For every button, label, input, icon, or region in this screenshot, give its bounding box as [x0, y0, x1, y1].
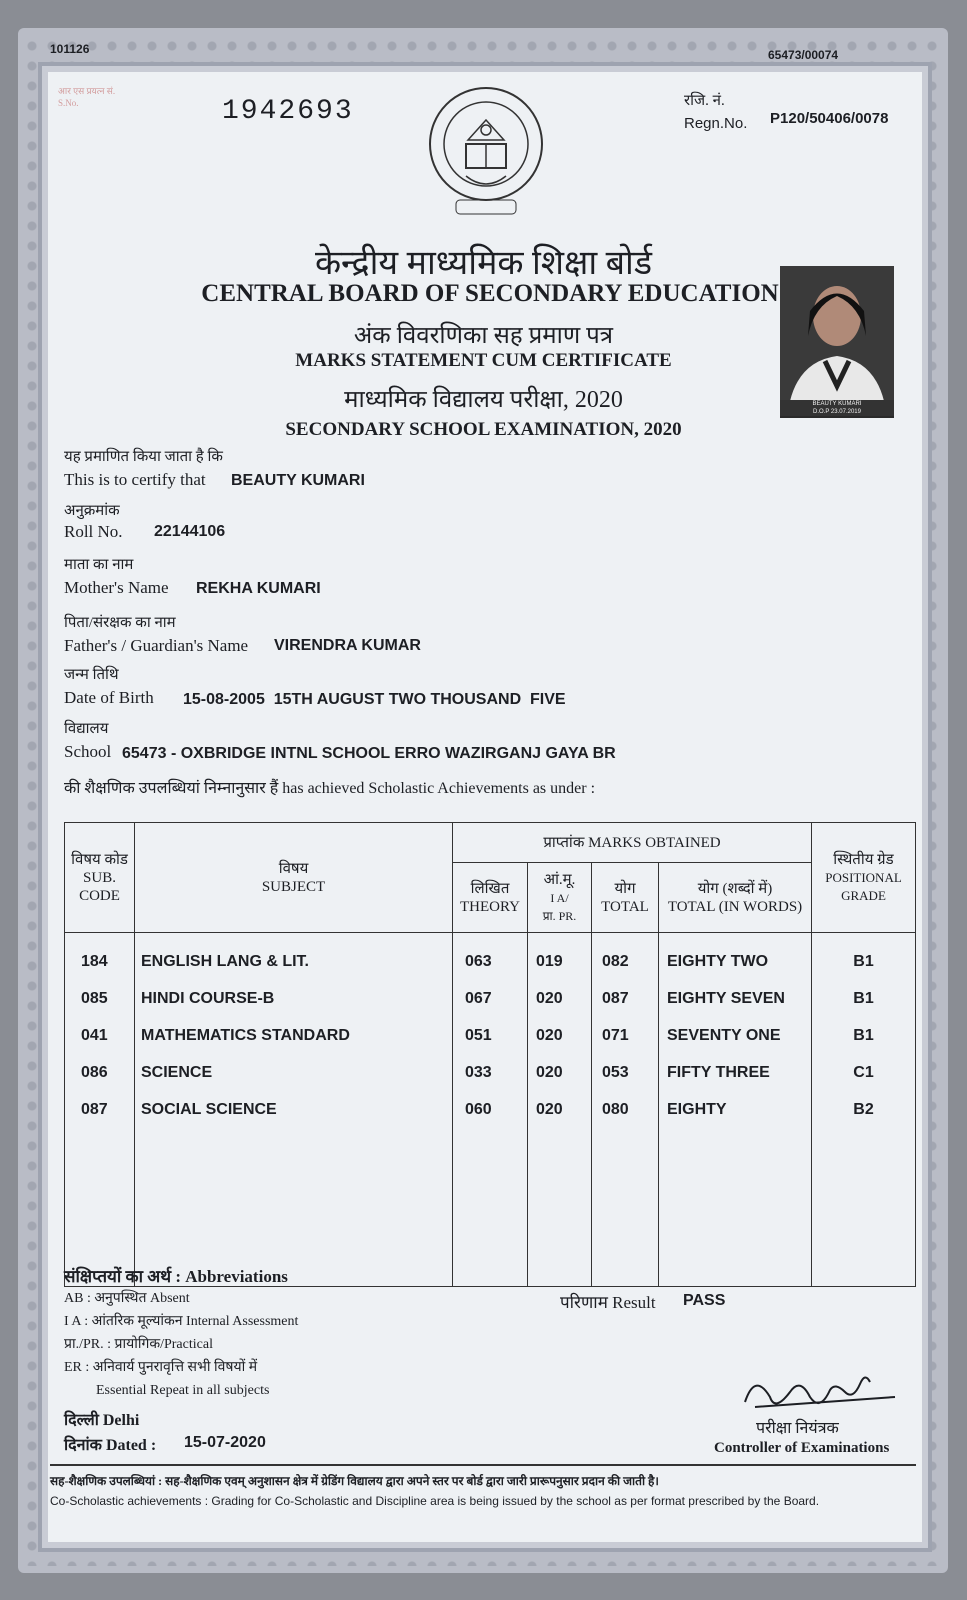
header-ia-hi: आं.मू. [543, 871, 576, 888]
subject-code: 041 [81, 1027, 108, 1044]
theory-marks: 060 [465, 1101, 492, 1118]
col-codes [65, 933, 135, 1287]
student-portrait-icon [780, 266, 894, 401]
subject-name: SOCIAL SCIENCE [141, 1101, 277, 1118]
signature-icon [735, 1362, 905, 1422]
top-right-code: 65473/00074 [768, 48, 839, 62]
dob-label-hi: जन्म तिथि [64, 667, 119, 683]
total-marks: 053 [602, 1064, 629, 1081]
positional-grade: C1 [853, 1064, 874, 1081]
header-marks-obtained: प्राप्तांक MARKS OBTAINED [453, 823, 812, 863]
controller-title-hi: परीक्षा नियंत्रक [756, 1420, 839, 1437]
abbr-internal-assessment: I A : आंतरिक मूल्यांकन Internal Assessment [64, 1314, 299, 1329]
header-theory-en: THEORY [460, 898, 520, 915]
roll-label-en: Roll No. [64, 522, 123, 541]
regn-label-hi: रजि. नं. [684, 93, 725, 109]
abbr-absent: AB : अनुपस्थित Absent [64, 1291, 190, 1306]
subject-name: SCIENCE [141, 1064, 213, 1081]
exam-title-en: SECONDARY SCHOOL EXAMINATION, 2020 [285, 419, 682, 440]
total-marks: 080 [602, 1101, 629, 1118]
theory-marks: 067 [465, 990, 492, 1007]
positional-grade: B2 [853, 1101, 874, 1118]
header-total-hi: योग [614, 880, 636, 897]
theory-marks: 033 [465, 1064, 492, 1081]
result-label: परिणाम Result [560, 1293, 656, 1312]
positional-grade: B1 [853, 953, 874, 970]
controller-title-en: Controller of Examinations [714, 1440, 890, 1456]
dated-label: दिनांक Dated : [64, 1437, 157, 1454]
theory-marks: 051 [465, 1027, 492, 1044]
top-left-code: 101126 [50, 42, 90, 56]
header-words-hi: योग (शब्दों में) [697, 880, 773, 897]
footer-divider [50, 1464, 916, 1466]
board-name-hi: केन्द्रीय माध्यमिक शिक्षा बोर्ड [314, 245, 653, 282]
abbr-practical: प्रा./PR. : प्रायोगिक/Practical [64, 1337, 213, 1352]
marks-table [64, 822, 916, 1287]
subject-name: ENGLISH LANG & LIT. [141, 953, 309, 970]
issue-date: 15-07-2020 [184, 1434, 266, 1451]
dob-label-en: Date of Birth [64, 688, 154, 707]
regn-number: P120/50406/0078 [770, 110, 889, 127]
date-of-birth: 15-08-2005 15TH AUGUST TWO THOUSAND FIVE [183, 691, 566, 708]
father-label-en: Father's / Guardian's Name [64, 636, 249, 655]
header-subject-hi: विषय [278, 860, 309, 877]
total-in-words: SEVENTY ONE [667, 1027, 781, 1044]
subject-code: 085 [81, 990, 108, 1007]
school-label-en: School [64, 742, 112, 761]
total-in-words: EIGHTY TWO [667, 953, 769, 970]
photo-caption: BEAUTY KUMARI D.O.P 23.07.2019 [780, 400, 894, 416]
header-total-words [659, 863, 812, 933]
abbreviations-title: संक्षिप्तयों का अर्थ : Abbreviations [64, 1267, 288, 1286]
board-name-en: CENTRAL BOARD OF SECONDARY EDUCATION [201, 280, 779, 307]
ia-marks: 020 [536, 1064, 563, 1081]
roll-label-hi: अनुक्रमांक [64, 503, 120, 519]
regn-label-en: Regn.No. [684, 115, 748, 132]
header-grade-en: POSITIONAL GRADE [825, 869, 902, 903]
certify-intro-hi: यह प्रमाणित किया जाता है कि [64, 449, 223, 465]
subject-name: MATHEMATICS STANDARD [141, 1027, 350, 1044]
student-name: BEAUTY KUMARI [231, 472, 365, 489]
ia-marks: 020 [536, 1027, 563, 1044]
total-marks: 082 [602, 953, 629, 970]
ia-marks: 020 [536, 990, 563, 1007]
school-name: 65473 - OXBRIDGE INTNL SCHOOL ERRO WAZIRGANJ GAYA BR [122, 745, 616, 762]
document-title-en: MARKS STATEMENT CUM CERTIFICATE [295, 350, 672, 371]
header-theory-hi: लिखित [470, 880, 510, 897]
header-total-en: TOTAL [601, 898, 649, 915]
father-name: VIRENDRA KUMAR [274, 637, 421, 654]
col-grade [812, 933, 916, 1287]
result-value: PASS [683, 1292, 726, 1309]
mother-label-en: Mother's Name [64, 578, 169, 597]
document-title-hi: अंक विवरणिका सह प्रमाण पत्र [353, 323, 614, 349]
header-ia [528, 863, 592, 933]
header-subject-en: SUBJECT [261, 878, 326, 895]
total-in-words: FIFTY THREE [667, 1064, 770, 1081]
col-theory [453, 933, 528, 1287]
header-sub-code-hi: विषय कोड [71, 851, 128, 868]
ia-marks: 019 [536, 953, 563, 970]
red-stamp: आर एस प्रयत्न सं. S.No. [58, 86, 116, 108]
cbse-emblem-icon [426, 82, 546, 222]
subject-name: HINDI COURSE-B [141, 990, 275, 1007]
col-ia [528, 933, 592, 1287]
place: दिल्ली Delhi [64, 1412, 140, 1429]
subject-code: 184 [81, 953, 108, 970]
student-photo [780, 266, 894, 418]
header-subject [135, 823, 453, 933]
total-in-words: EIGHTY SEVEN [667, 990, 785, 1007]
header-sub-code-en: SUB. CODE [79, 869, 120, 904]
father-label-hi: पिता/संरक्षक का नाम [64, 615, 176, 631]
positional-grade: B1 [853, 1027, 874, 1044]
total-in-words: EIGHTY [667, 1101, 727, 1118]
col-total [592, 933, 659, 1287]
subject-code: 087 [81, 1101, 108, 1118]
header-grade-hi: स्थितीय ग्रेड [833, 851, 894, 868]
roll-number: 22144106 [154, 523, 226, 540]
col-words [659, 933, 812, 1287]
theory-marks: 063 [465, 953, 492, 970]
header-sub-code [65, 823, 135, 933]
header-words-en: TOTAL (IN WORDS) [667, 898, 803, 915]
total-marks: 071 [602, 1027, 629, 1044]
abbr-essential-repeat-en: Essential Repeat in all subjects [96, 1383, 270, 1398]
serial-number: 1942693 [222, 96, 354, 127]
footer-note-en: Co-Scholastic achievements : Grading for Co-Scholastic and Discipline area is being issued by the school as per format prescribed by the Board. [50, 1494, 820, 1508]
exam-title-hi: माध्यमिक विद्यालय परीक्षा, 2020 [344, 387, 623, 413]
ia-marks: 020 [536, 1101, 563, 1118]
positional-grade: B1 [853, 990, 874, 1007]
header-total [592, 863, 659, 933]
mother-label-hi: माता का नाम [64, 557, 134, 573]
header-grade [812, 823, 916, 933]
abbr-essential-repeat: ER : अनिवार्य पुनरावृत्ति सभी विषयों में [64, 1360, 258, 1375]
achievements-intro: की शैक्षणिक उपलब्धियां निम्नानुसार हैं has achieved Scholastic Achievements as under : [64, 780, 596, 797]
header-ia-en: I A/ प्रा. PR. [542, 890, 577, 923]
certify-intro-en: This is to certify that [64, 470, 206, 489]
school-label-hi: विद्यालय [64, 721, 109, 737]
mother-name: REKHA KUMARI [196, 580, 321, 597]
total-marks: 087 [602, 990, 629, 1007]
header-theory [453, 863, 528, 933]
col-subjects [135, 933, 453, 1287]
subject-code: 086 [81, 1064, 108, 1081]
footer-note-hi: सह-शैक्षणिक उपलब्धियां : सह-शैक्षणिक एवम् अनुशासन क्षेत्र में ग्रेडिंग विद्यालय द्वारा अपने स्तर पर बोर्ड द्वारा जारी प्रारूपनुसार प्रदान की जाती है। [50, 1474, 659, 1488]
